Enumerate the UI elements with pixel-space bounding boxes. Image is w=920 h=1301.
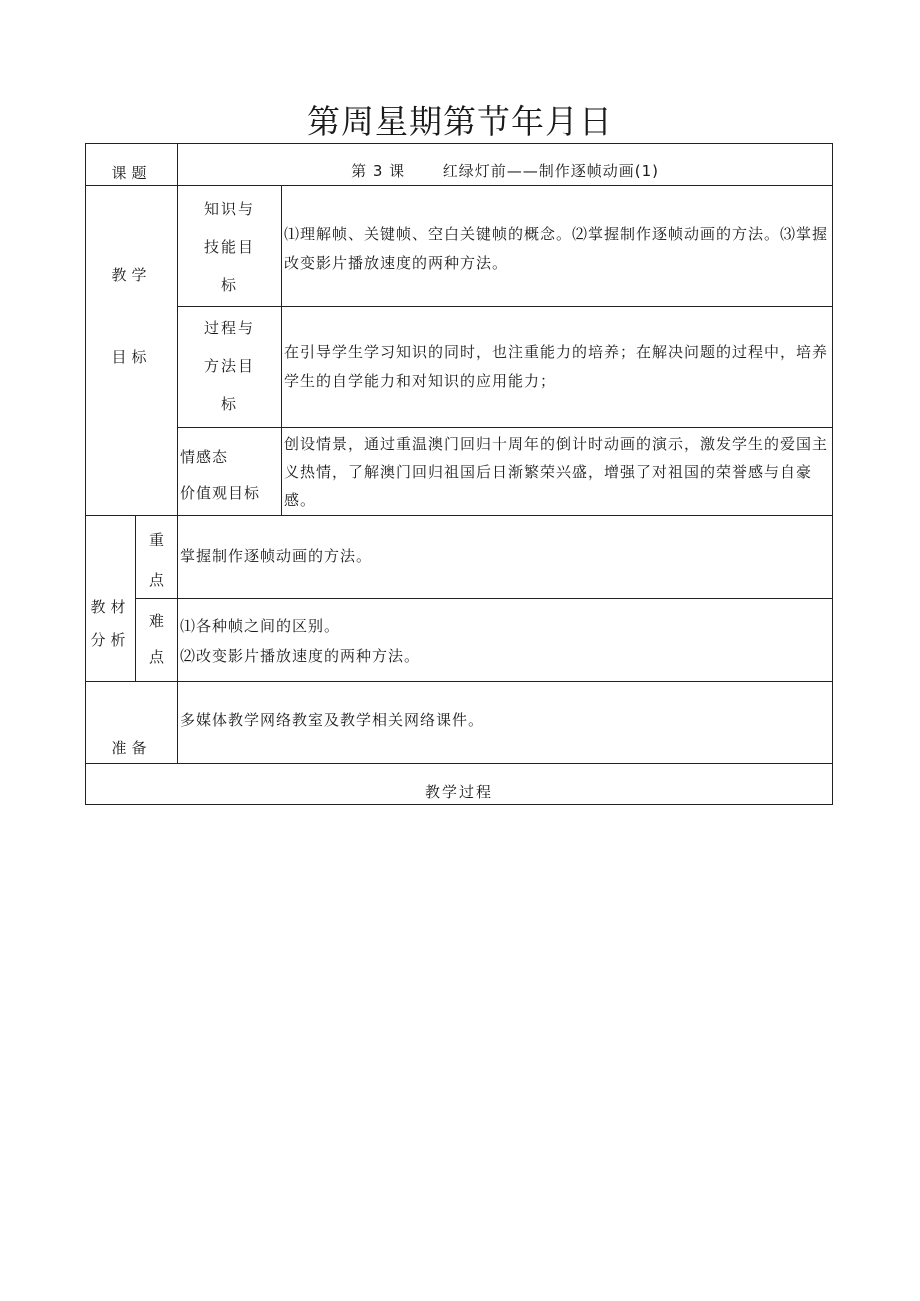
preparation-row [86,682,833,764]
knowledge-label-line2: 技能目 [204,238,256,256]
preparation-text: 多媒体教学网络教室及教学相关网络课件。 [180,711,485,729]
emotion-label-line2: 价值观目标 [180,483,261,502]
objective-process-row [86,307,833,428]
emotion-text-cell [282,428,833,516]
preparation-text-cell [178,682,833,764]
key-point-label-line2: 点 [149,571,165,589]
objective-knowledge-row [86,186,833,307]
analysis-difficulty-row [86,599,833,682]
objective-emotion-row [86,428,833,516]
lesson-title-cell [178,144,833,186]
objectives-label-cell [86,186,178,516]
lesson-title: 红绿灯前——制作逐帧动画(1) [442,161,659,180]
knowledge-text-cell [282,186,833,307]
process-footer-cell [86,764,833,805]
emotion-label-line1: 情感态 [180,447,229,466]
analysis-label-line2: 分析 [90,630,131,649]
process-label-line3: 标 [221,395,239,413]
difficulty-line1: ⑴各种帧之间的区别。 [180,617,341,635]
lesson-label-cell [86,144,178,186]
process-label-line1: 过程与 [204,319,256,337]
key-point-text-cell [178,516,833,599]
emotion-text: 创设情景，通过重温澳门回归十周年的倒计时动画的演示，激发学生的爱国主义热情，了解澳门回归祖国后日渐繁荣兴盛，增强了对祖国的荣誉感与自豪感。 [284,434,829,509]
knowledge-text: ⑴理解帧、关键帧、空白关键帧的概念。⑵掌握制作逐帧动画的方法。⑶掌握改变影片播放速度的两种方法。 [284,225,829,272]
objectives-label-line1: 教学 [111,265,152,284]
process-label-line2: 方法目 [204,357,256,375]
process-footer-label: 教学过程 [425,783,494,801]
preparation-label: 准备 [111,739,152,757]
process-text: 在引导学生学习知识的同时，也注重能力的培养；在解决问题的过程中，培养学生的自学能力和对知识的应用能力； [284,343,829,390]
objectives-label-line2: 目标 [111,347,152,366]
lesson-label: 课题 [111,164,152,182]
difficulty-label-line1: 难 [149,612,165,630]
process-footer-row [86,764,833,805]
page-title: 第周星期第节年月日 [307,102,613,141]
preparation-label-cell [86,682,178,764]
lesson-row [86,144,833,186]
knowledge-label-line1: 知识与 [204,200,256,218]
process-text-cell [282,307,833,428]
lesson-number: 第 3 课 [351,161,406,180]
analysis-label-line1: 教材 [90,597,131,616]
knowledge-label-line3: 标 [221,276,239,294]
key-point-text: 掌握制作逐帧动画的方法。 [180,547,373,565]
difficulty-label-line2: 点 [149,648,165,666]
analysis-label-cell [86,516,136,682]
key-point-label-line1: 重 [149,531,165,549]
analysis-key-row [86,516,833,599]
difficulty-line2: ⑵改变影片播放速度的两种方法。 [180,647,421,665]
emotion-label-cell [178,428,282,516]
lesson-plan-table [85,143,833,805]
process-label-cell [178,307,282,428]
difficulty-label-cell [136,599,178,682]
knowledge-label-cell [178,186,282,307]
key-point-label-cell [136,516,178,599]
difficulty-text-cell [178,599,833,682]
